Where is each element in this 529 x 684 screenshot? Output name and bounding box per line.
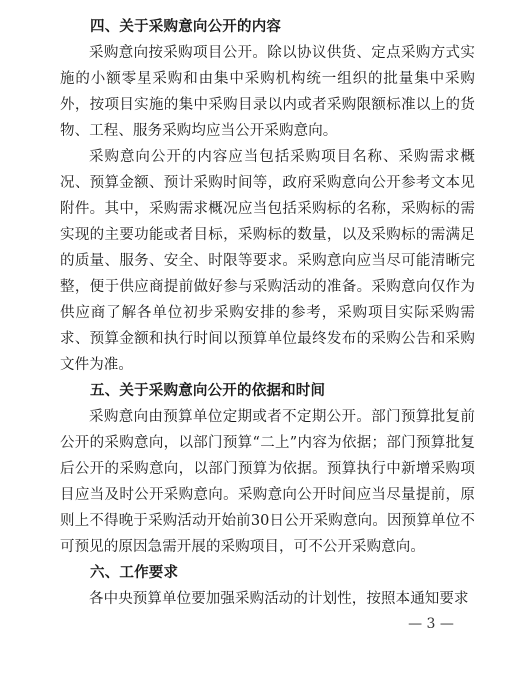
section-6-paragraph-1: 各中央预算单位要加强采购活动的计划性，按照本通知要求: [89, 591, 469, 607]
document-body: [60, 14, 475, 612]
section-5-heading: 五、关于采购意向公开的依据和时间: [90, 383, 326, 399]
section-4-heading: 四、关于采购意向公开的内容: [90, 19, 282, 35]
section-5-paragraph-1: 采购意向由预算单位定期或者不定期公开。部门预算批复前公开的采购意向，以部门预算“二上”内容为依据；部门预算批复后公开的采购意向，以部门预算为依据。预算执行中新增采购项目应当及时公开采购意向。采购意向公开时间应当尽量提前，原则上不得晚于采购活动开始前30日公开采购意向。因预算单位不可预见的原因急需开展的采购项目，可不公开采购意向。: [60, 409, 475, 555]
page-number: — 3 —: [408, 616, 454, 632]
section-4-paragraph-1: 采购意向按采购项目公开。除以协议供货、定点采购方式实施的小额零星采购和由集中采购机构统一组织的批量集中采购外，按项目实施的集中采购目录以内或者采购限额标准以上的货物、工程、服务采购均应当公开采购意向。: [60, 45, 475, 139]
section-6-heading: 六、工作要求: [90, 565, 179, 581]
section-4-paragraph-2: 采购意向公开的内容应当包括采购项目名称、采购需求概况、预算金额、预计采购时间等，政府采购意向公开参考文本见附件。其中，采购需求概况应当包括采购标的名称，采购标的需实现的主要功能或者目标，采购标的数量，以及采购标的需满足的质量、服务、安全、时限等要求。采购意向应当尽可能清晰完整，便于供应商提前做好参与采购活动的准备。采购意向仅作为供应商了解各单位初步采购安排的参考，采购项目实际采购需求、预算金额和执行时间以预算单位最终发布的采购公告和采购文件为准。: [60, 149, 475, 373]
